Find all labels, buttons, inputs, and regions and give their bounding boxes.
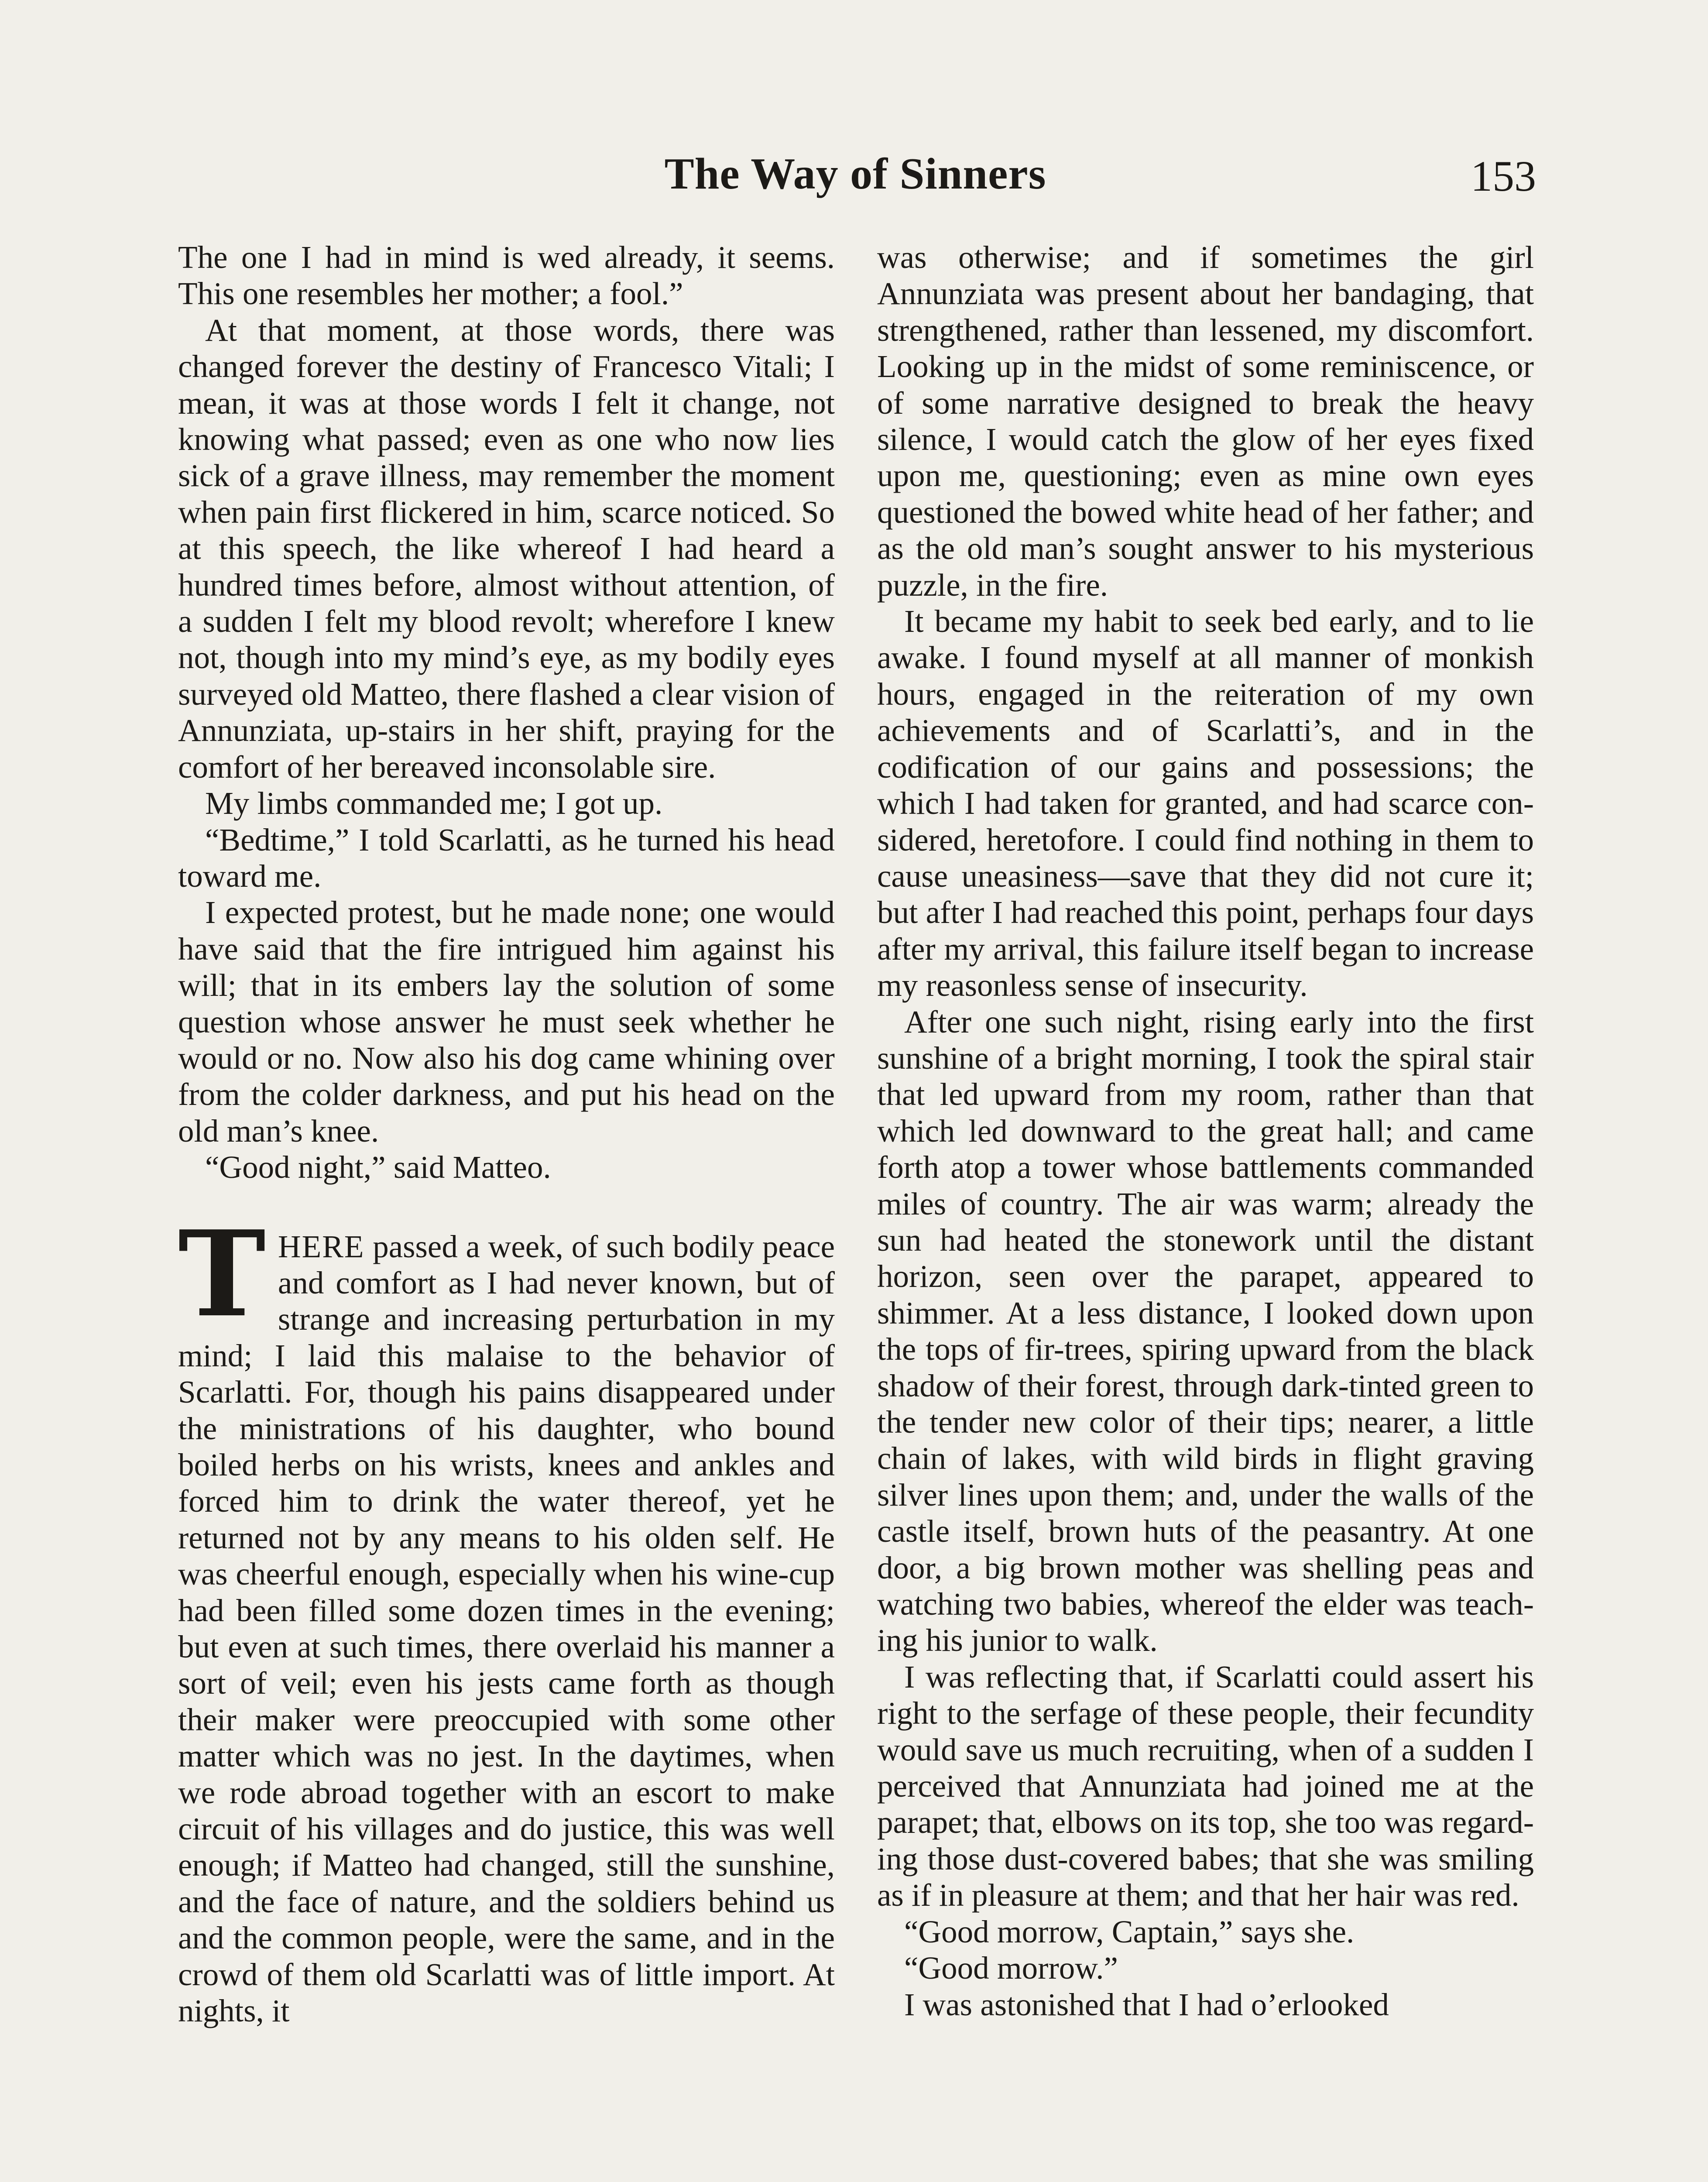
paragraph: At that moment, at those words, there was changed forever the destiny of Francesco Vitali; I mean, it was at those words I felt it change, not knowing what passed; even as one who now lies sick of a grave illness, may remember the moment when pain first flickered in him, scarce noticed. So at this speech, the like whereof I had heard a hundred times before, almost without attention, of a sudden I felt my blood revolt; wherefore I knew not, though into my mind’s eye, as my bodily eyes surveyed old Matteo, there flashed a clear vision of Annunziata, up-stairs in her shift, praying for the comfort of her bereaved inconsolable sire. [178,312,835,785]
page-title: The Way of Sinners [664,149,1046,199]
page-number: 153 [1471,152,1536,200]
paragraph: After one such night, rising early into the first sunshine of a bright morning, I took the spiral stair that led upward from my room, rather than that which led downward to the great hall; and came forth atop a tower whose battlements commanded miles of country. The air was warm; already the sun had heated the stonework until the distant horizon, seen over the parapet, appeared to shimmer. At a less distance, I looked down upon the tops of fir-trees, spiring upward from the black shadow of their forest, through dark-tinted green to the tender new color of their tips; nearer, a little chain of lakes, with wild birds in flight graving silver lines upon them; and, under the walls of the castle itself, brown huts of the peasantry. At one door, a big brown mother was shelling peas and watching two babies, whereof the elder was teaching his junior to walk. [877,1004,1534,1658]
section-break [178,1186,835,1228]
paragraph: My limbs commanded me; I got up. [205,786,663,821]
drop-cap-letter: T [178,1204,266,1343]
paragraph: I expected protest, but he made none; one would have said that the fire intrigued him against his will; that in its embers lay the solution of some question whose answer he must seek whether he would or no. Now also his dog came whining over from the colder darkness, and put his head on the old man’s knee. [178,895,835,1149]
paragraph: “Good night,” said Matteo. [205,1149,551,1185]
paragraph: was otherwise; and if sometimes the girl Annunziata was present about her bandaging, that strengthened, rather than lessened, my discomfort. Looking up in the midst of some reminiscence, or of some narrative designed to break the heavy silence, I would catch the glow of her eyes fixed upon me, questioning; even as mine own eyes questioned the bowed white head of her father; and as the old man’s sought answer to his mysterious puzzle, in the fire. [877,240,1534,603]
paragraph-text: passed a week, of such bodily peace and comfort as I had never known, but of strange and increasing perturbation in my mind; I laid this malaise to the behavior of Scarlatti. For, though his pains disappeared under the ministrations of his daughter, who bound boiled herbs on his wrists, knees and ankles and forced him to drink the water thereof, yet he returned not by any means to his olden self. He was cheerful enough, especially when his wine-cup had been filled some dozen times in the evening; but even at such times, there overlaid his manner a sort of veil; even his jests came forth as though their maker were preoccupied with some other matter which was no jest. In the daytimes, when we rode abroad together with an escort to make circuit of his villages and do justice, this was well enough; if Matteo had changed, still the sunshine, and the face of nature, and the soldiers behind us and the common people, were the same, and in the crowd of them old Scarlatti was of little import. At nights, it [178,1228,835,2029]
right-column [877,239,1534,2023]
running-header [175,148,1536,214]
paragraph: I was reflecting that, if Scarlatti could assert his right to the serfage of these people, their fecundity would save us much recruiting, when of a sudden I perceived that Annunziata had joined me at the parapet; that, elbows on its top, she too was regarding those dust-covered babes; that she was smiling as if in pleasure at them; and that her hair was red. [877,1659,1534,1913]
opening-word: HERE [278,1228,365,1264]
dropcap-paragraph [178,1204,835,2029]
paragraph: “Good morrow.” [904,1950,1118,1986]
left-column [178,239,835,2029]
paragraph: “Good morrow, Captain,” says she. [904,1914,1355,1949]
paragraph: I was astonished that I had o’erlooked [904,1986,1389,2022]
paragraph: It became my habit to seek bed early, and to lie awake. I found myself at all manner of monkish hours, engaged in the reiteration of my own achievements and of Scarlatti’s, and in the codification of our gains and possessions; the which I had taken for granted, and had scarce considered, heretofore. I could find nothing in them to cause uneasiness—save that they did not cure it; but after I had reached this point, perhaps four days after my arrival, this failure itself began to increase my reasonless sense of insecurity. [877,604,1534,1003]
paragraph: The one I had in mind is wed already, it seems. This one resembles her mother; a fool.” [178,240,835,312]
paragraph: “Bedtime,” I told Scarlatti, as he turned his head toward me. [178,822,835,894]
